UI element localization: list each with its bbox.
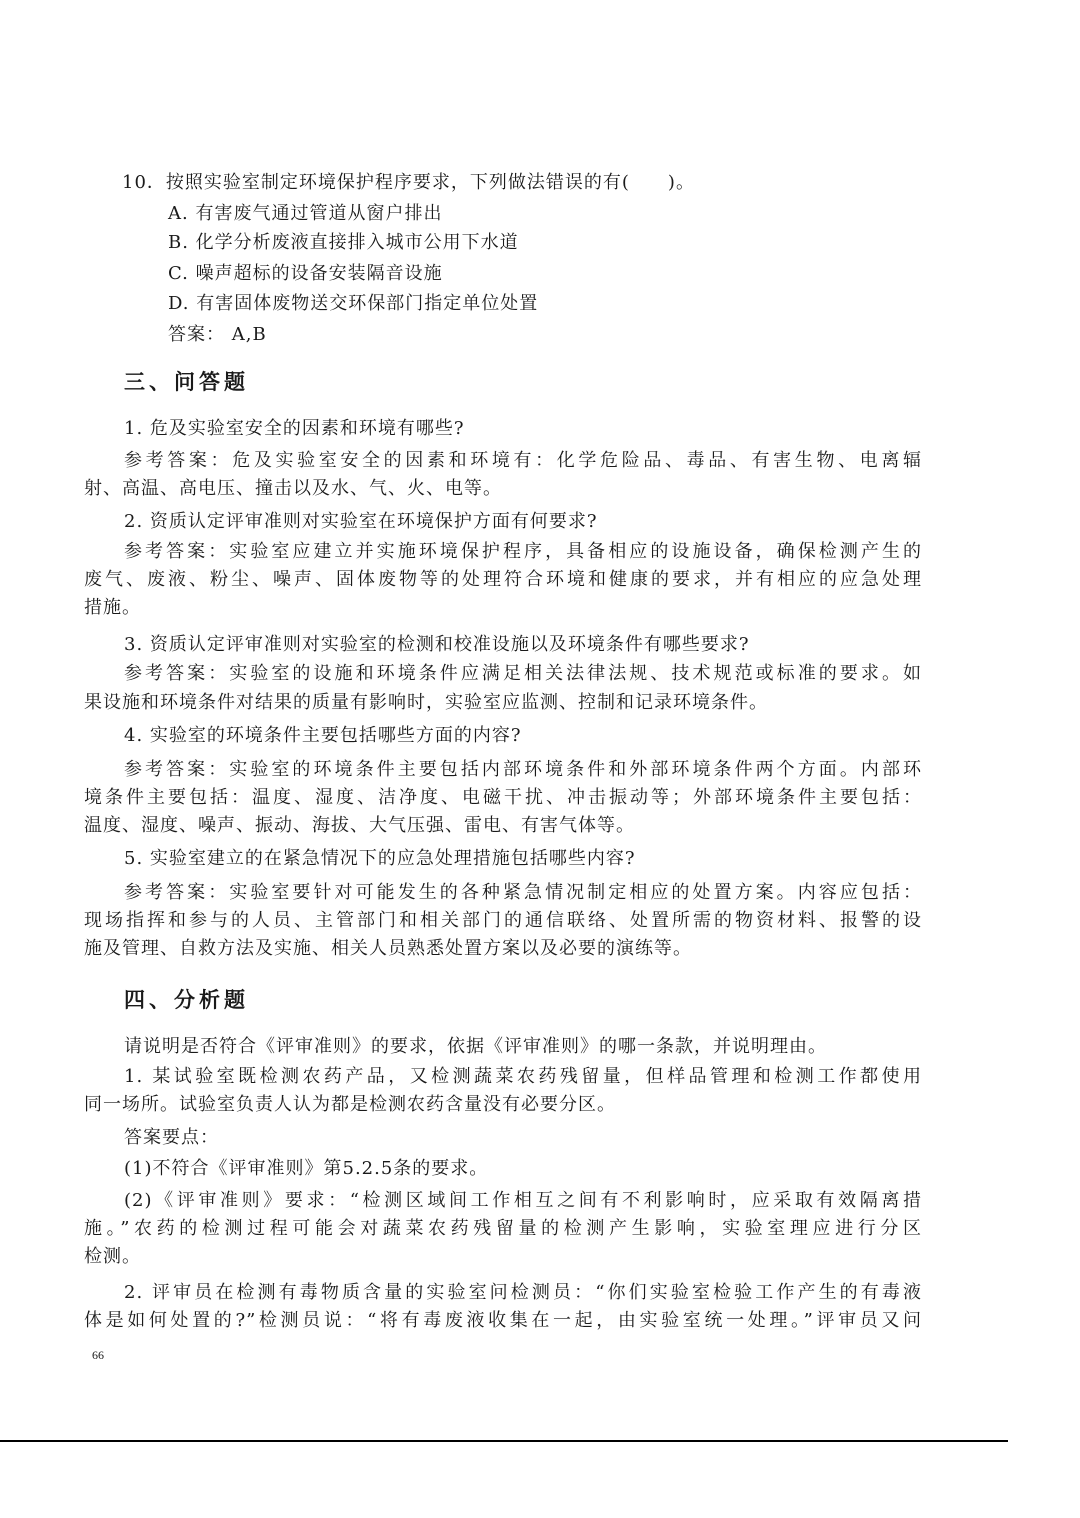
s3-q3-answer-line: 果设施和环境条件对结果的质量有影响时，实验室应监测、控制和记录环境条件。	[84, 692, 768, 713]
s3-q2-answer-line: 废气、废液、粉尘、噪声、固体废物等的处理符合环境和健康的要求，并有相应的应急处理	[84, 569, 922, 590]
s3-q2-answer-line: 措施。	[84, 597, 141, 618]
s3-q1-answer-line: 射、高温、高电压、撞击以及水、气、火、电等。	[84, 478, 502, 499]
s4-points-label: 答案要点：	[124, 1127, 219, 1148]
s3-q5-answer-line: 施及管理、自救方法及实施、相关人员熟悉处置方案以及必要的演练等。	[84, 938, 692, 959]
s3-q2-answer-line: 参考答案：实验室应建立并实施环境保护程序，具备相应的设施设备，确保检测产生的	[124, 541, 922, 562]
q10-option-c: C. 噪声超标的设备安装隔音设施	[168, 263, 443, 284]
section-3-heading: 三、问答题	[124, 370, 249, 394]
s3-q3-answer-line: 参考答案：实验室的设施和环境条件应满足相关法律法规、技术规范或标准的要求。如	[124, 663, 922, 684]
s3-q3-question: 3. 资质认定评审准则对实验室的检测和校准设施以及环境条件有哪些要求?	[124, 634, 750, 655]
s4-p1-line: 同一场所。试验室负责人认为都是检测农药含量没有必要分区。	[84, 1094, 616, 1115]
s3-q1-question: 1. 危及实验室安全的因素和环境有哪些?	[124, 418, 465, 439]
q10-option-b: B. 化学分析废液直接排入城市公用下水道	[168, 232, 519, 253]
s4-point-2-line: 施。”农药的检测过程可能会对蔬菜农药残留量的检测产生影响，实验室理应进行分区	[84, 1218, 922, 1239]
s3-q5-answer-line: 现场指挥和参与的人员、主管部门和相关部门的通信联络、处置所需的物资材料、报警的设	[84, 910, 922, 931]
s4-point-2-line: (2)《评审准则》要求：“检测区域间工作相互之间有不利影响时，应采取有效隔离措	[124, 1190, 922, 1211]
page-number: 66	[92, 1348, 104, 1362]
s4-p2-line: 体是如何处置的?”检测员说：“将有毒废液收集在一起，由实验室统一处理。”评审员又问	[84, 1310, 922, 1331]
s4-point-2-line: 检测。	[84, 1246, 141, 1267]
q10-answer: 答案： A,B	[168, 324, 267, 345]
s4-intro: 请说明是否符合《评审准则》的要求，依据《评审准则》的哪一条款，并说明理由。	[124, 1036, 827, 1057]
s3-q5-answer-line: 参考答案：实验室要针对可能发生的各种紧急情况制定相应的处置方案。内容应包括：	[124, 882, 922, 903]
s3-q5-question: 5. 实验室建立的在紧急情况下的应急处理措施包括哪些内容?	[124, 848, 636, 869]
footer-rule	[0, 1440, 1008, 1442]
s3-q4-answer-line: 参考答案：实验室的环境条件主要包括内部环境条件和外部环境条件两个方面。内部环	[124, 759, 922, 780]
s3-q4-answer-line: 温度、湿度、噪声、振动、海拔、大气压强、雷电、有害气体等。	[84, 815, 635, 836]
s4-p2-line: 2. 评审员在检测有毒物质含量的实验室问检测员：“你们实验室检验工作产生的有毒液	[124, 1282, 922, 1303]
s3-q4-question: 4. 实验室的环境条件主要包括哪些方面的内容?	[124, 725, 522, 746]
s4-p1-line: 1. 某试验室既检测农药产品，又检测蔬菜农药残留量，但样品管理和检测工作都使用	[124, 1066, 922, 1087]
s3-q1-answer-line: 参考答案：危及实验室安全的因素和环境有：化学危险品、毒品、有害生物、电离辐	[124, 450, 922, 471]
q10-option-a: A. 有害废气通过管道从窗户排出	[168, 203, 443, 224]
q10-stem: 10．按照实验室制定环境保护程序要求，下列做法错误的有( )。	[122, 172, 695, 193]
s3-q2-question: 2. 资质认定评审准则对实验室在环境保护方面有何要求?	[124, 511, 598, 532]
section-4-heading: 四、分析题	[124, 988, 249, 1012]
s3-q4-answer-line: 境条件主要包括：温度、湿度、洁净度、电磁干扰、冲击振动等；外部环境条件主要包括：	[84, 787, 922, 808]
s4-point-1: (1)不符合《评审准则》第5.2.5条的要求。	[124, 1158, 489, 1179]
q10-option-d: D. 有害固体废物送交环保部门指定单位处置	[168, 293, 539, 314]
